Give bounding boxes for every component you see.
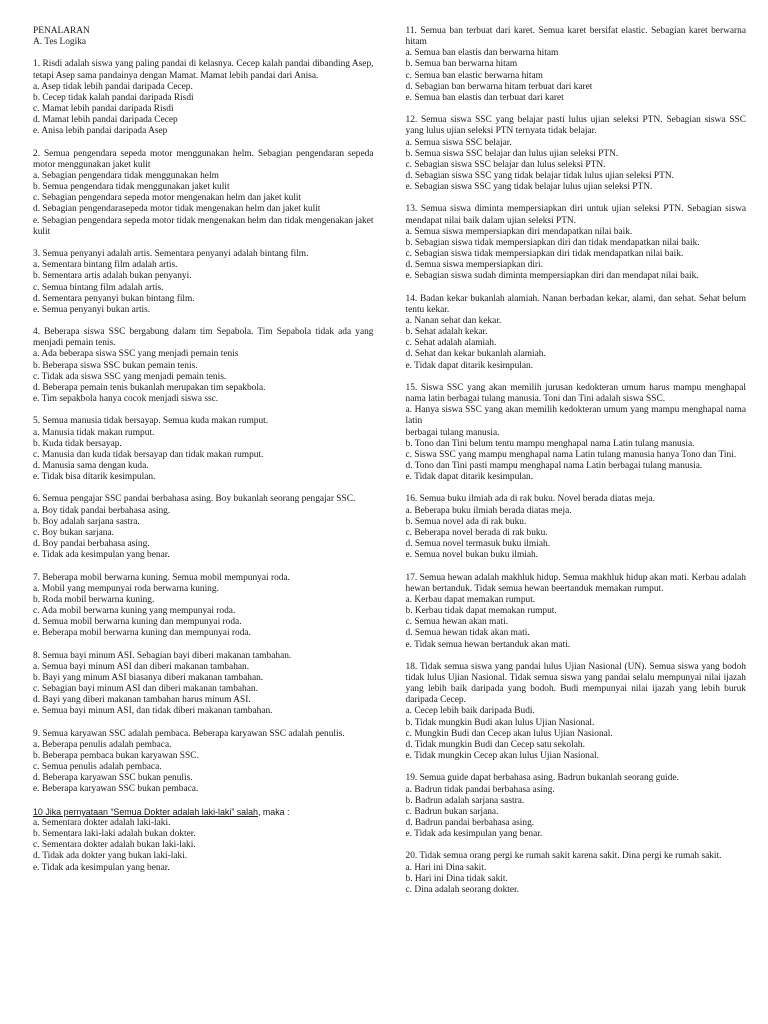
answer-option: c. Ada mobil berwarna kuning yang mempunyai roda. <box>33 606 236 617</box>
spacer <box>406 372 747 383</box>
answer-option: c. Mungkin Budi dan Cecep akan lulus Ujian Nasional. <box>405 728 613 739</box>
answer-option: e. Tidak ada kesimpulan yang benar. <box>33 862 170 873</box>
answer-option: e. Anisa lebih pandai daripada Asep <box>33 126 168 137</box>
answer-option: a. Manusia tidak makan rumput. <box>33 427 155 438</box>
answer-option: b. Semua siswa SSC belajar dan lulus ujian seleksi PTN. <box>405 148 619 159</box>
document-title: PENALARAN <box>33 26 90 36</box>
spacer <box>406 840 747 851</box>
answer-option: d. Beberapa pemain tenis bukanlah merupakan tim sepakbola. <box>33 382 266 393</box>
answer-option: a. Nanan sehat dan kekar. <box>405 316 502 327</box>
answer-option: e. Tidak ada kesimpulan yang benar. <box>33 550 170 561</box>
spacer <box>33 718 374 729</box>
answer-option: b. Kerbau tidak dapat memakan rumput. <box>405 606 557 617</box>
spacer <box>33 138 374 149</box>
answer-option: a. Semua siswa mempersiapkan diri mendapatkan nilai baik. <box>405 226 633 237</box>
answer-option: a. Ada beberapa siswa SSC yang menjadi pemain tenis <box>33 349 239 360</box>
question-block <box>33 416 374 494</box>
spacer <box>406 651 747 662</box>
answer-option: e. Tidak semua hewan bertanduk akan mati. <box>405 639 571 650</box>
answer-option: e. Semua penyanyi bukan artis. <box>33 304 151 315</box>
spacer <box>33 48 374 59</box>
answer-option: d. Semua mobil berwarna kuning dan mempunyai roda. <box>33 617 242 628</box>
answer-option: e. Beberapa mobil berwarna kuning dan mempunyai roda. <box>33 628 251 639</box>
answer-option: b. Roda mobil berwarna kuning. <box>33 594 155 605</box>
question-stem: 2. Semua pengendara sepeda motor menggunakan helm. Sebagian pengendaran sepeda motor menggunakan jaket kulit <box>33 148 374 170</box>
spacer <box>33 561 374 572</box>
question-stem: 13. Semua siswa diminta mempersiapkan diri untuk ujian seleksi PTN. Sebagian siswa mendapat nilai baik dalam ujian seleksi PTN. <box>405 204 746 226</box>
question-stem: 11. Semua ban terbuat dari karet. Semua karet bersifat elastic. Sebagian karet berwarna hitam <box>405 26 746 48</box>
question-block <box>33 249 374 327</box>
question-block <box>406 204 747 293</box>
answer-option: a. Hari ini Dina sakit. <box>405 862 487 873</box>
answer-option: e. Semua novel bukan buku ilmiah. <box>405 550 539 561</box>
spacer <box>33 639 374 650</box>
answer-option: d. Badrun pandai berbahasa asing. <box>405 817 535 828</box>
answer-option: a. Mobil yang mempunyai roda berwarna kuning. <box>33 583 219 594</box>
answer-option: e. Sebagian pengendara sepeda motor tidak mengenakan helm dan tidak mengenakan jaket kulit <box>33 215 374 237</box>
answer-option: a. Sementara dokter adalah laki-laki. <box>33 817 171 828</box>
answer-option: a. Kerbau dapat memakan rumput. <box>405 594 536 605</box>
answer-option: d. Semua hewan tidak akan mati. <box>405 628 530 639</box>
answer-option: d. Beberapa karyawan SSC bukan penulis. <box>33 773 193 784</box>
answer-option: b. Sementara laki-laki adalah bukan dokter. <box>33 829 196 840</box>
spacer <box>406 193 747 204</box>
spacer <box>33 405 374 416</box>
answer-option: d. Sebagian siswa SSC yang tidak belajar tidak lulus ujian seleksi PTN. <box>405 171 674 182</box>
answer-option: e. Tidak ada kesimpulan yang benar. <box>405 829 543 840</box>
answer-option: c. Manusia dan kuda tidak bersayap dan tidak makan rumput. <box>33 449 264 460</box>
answer-option: b. Beberapa pembaca bukan karyawan SSC. <box>33 751 199 762</box>
question-block <box>406 573 747 662</box>
answer-option: e. Semua ban elastis dan terbuat dari karet <box>405 92 564 103</box>
question-stem <box>33 807 374 818</box>
answer-option: a. Sebagian pengendara tidak menggunakan helm <box>33 171 219 181</box>
answer-option: c. Badrun bukan sarjana. <box>405 806 499 817</box>
answer-option: a. Asep tidak lebih pandai daripada Cecep. <box>33 81 193 92</box>
question-10 <box>33 807 374 874</box>
question-stem: 9. Semua karyawan SSC adalah pembaca. Beberapa karyawan SSC adalah penulis. <box>33 728 345 739</box>
spacer <box>406 762 747 773</box>
answer-option: d. Sehat dan kekar bukanlah alamiah. <box>405 349 546 360</box>
answer-option: d. Manusia sama dengan kuda. <box>33 461 149 472</box>
answer-option: d. Semua novel termasuk buku ilmiah. <box>405 539 551 550</box>
answer-option: c. Semua bintang film adalah artis. <box>33 282 164 293</box>
answer-option: b. Sehat adalah kekar. <box>405 327 488 338</box>
question-stem: 1. Risdi adalah siswa yang paling pandai di kelasnya. Cecep kalah pandai dibanding Asep, tetapi Asep sama pandainya dengan Mamat. Mamat lebih pandai dari Anisa. <box>33 59 374 81</box>
answer-option: e. Tidak dapat ditarik kesimpulan. <box>405 360 534 371</box>
answer-option: d. Tidak ada dokter yang bukan laki-laki. <box>33 851 188 862</box>
answer-option: e. Tidak bisa ditarik kesimpulan. <box>33 472 156 483</box>
answer-option: c. Mamat lebih pandai daripada Risdi <box>33 104 174 115</box>
question-stem: 5. Semua manusia tidak bersayap. Semua kuda makan rumput. <box>33 416 269 427</box>
question-stem-underlined: 10 Jika pernyataan “Semua Dokter adalah laki-laki” salah <box>33 806 258 817</box>
spacer <box>33 316 374 327</box>
question-stem: 4. Beberapa siswa SSC bergabung dalam tim Sepabola. Tim Sepabola tidak ada yang menjadi pemain tenis. <box>33 327 374 349</box>
right-question-list <box>406 26 747 907</box>
spacer <box>406 283 747 294</box>
question-stem: 20. Tidak semua orang pergi ke rumah sakit karena sakit. Dina pergi ke rumah sakit. <box>405 851 722 862</box>
spacer <box>406 104 747 115</box>
question-block <box>406 383 747 495</box>
answer-option: d. Sebagian pengendarasepeda motor tidak mengenakan helm dan jaket kulit <box>33 204 321 215</box>
question-stem: 19. Semua guide dapat berbahasa asing. Badrun bukanlah seorang guide. <box>405 773 679 784</box>
answer-option: c. Siswa SSC yang mampu menghapal nama Latin tulang manusia hanya Tono dan Tini. <box>405 449 737 460</box>
answer-option: c. Semua ban elastic berwarna hitam <box>405 70 543 81</box>
answer-option: a. Badrun tidak pandai berbahasa asing. <box>405 784 555 795</box>
answer-option: c. Beberapa novel berada di rak buku. <box>405 527 548 538</box>
question-stem: 16. Semua buku ilmiah ada di rak buku. Novel berada diatas meja. <box>405 494 655 505</box>
answer-option: b. Semua ban berwarna hitam <box>405 59 518 70</box>
spacer <box>406 896 747 907</box>
answer-option: b. Semua novel ada di rak buku. <box>405 516 527 527</box>
answer-option: b. Sementara artis adalah bukan penyanyi. <box>33 271 192 282</box>
answer-option: b. Bayi yang minum ASI biasanya diberi makanan tambahan. <box>33 672 264 683</box>
answer-option: d. Sebagian ban berwarna hitam terbuat dari karet <box>405 81 593 92</box>
right-column <box>406 26 747 1024</box>
answer-option: c. Semua penulis adalah pembaca. <box>33 762 162 773</box>
question-block <box>33 729 374 807</box>
answer-option: a. Beberapa buku ilmiah berada diatas meja. <box>405 505 572 516</box>
answer-option: d. Boy pandai berbahasa asing. <box>33 539 150 550</box>
question-stem: 14. Badan kekar bukanlah alamiah. Nanan berbadan kekar, alami, dan sehat. Sehat belum tentu kekar. <box>405 293 746 315</box>
question-stem: 6. Semua pengajar SSC pandai berbahasa asing. Boy bukanlah seorang pengajar SSC. <box>33 494 356 505</box>
answer-option: e. Sebagian siswa SSC yang tidak belajar lulus ujian seleksi PTN. <box>405 182 653 193</box>
answer-option: berbagai tulang manusia. <box>405 427 500 438</box>
answer-option: d. Bayi yang diberi makanan tambahan harus minum ASI. <box>33 695 251 706</box>
question-block <box>33 59 374 148</box>
answer-option: b. Sebagian siswa tidak mempersiapkan diri dan tidak mendapatkan nilai baik. <box>405 237 700 248</box>
spacer <box>33 238 374 249</box>
answer-option: d. Sementara penyanyi bukan bintang film. <box>33 293 195 304</box>
answer-option: c. Sebagian pengendara sepeda motor mengenakan helm dan jaket kulit <box>33 193 302 204</box>
answer-option: c. Sebagian siswa tidak mempersiapkan diri tidak mendapatkan nilai baik. <box>405 249 684 260</box>
answer-option: c. Sebagian siswa SSC belajar dan lulus seleksi PTN. <box>405 159 606 170</box>
question-block <box>33 573 374 651</box>
answer-option: a. Semua ban elastis dan berwarna hitam <box>405 48 559 59</box>
question-block <box>406 494 747 572</box>
section-heading: A. Tes Logika <box>33 37 87 48</box>
question-stem-suffix: , maka : <box>257 806 290 817</box>
answer-option: d. Tono dan Tini pasti mampu menghapal nama Latin berbagai tulang manusia. <box>405 461 703 472</box>
answer-option: c. Semua hewan akan mati. <box>405 617 509 628</box>
answer-option: b. Hari ini Dina tidak sakit. <box>405 873 508 884</box>
answer-option: e. Beberapa karyawan SSC bukan pembaca. <box>33 784 199 795</box>
answer-option: d. Semua siswa mempersiapkan diri. <box>405 260 543 271</box>
answer-option: e. Sebagian siswa sudah diminta mempersiapkan diri dan mendapat nilai baik. <box>405 271 699 282</box>
answer-option: a. Sementara bintang film adalah artis. <box>33 260 178 271</box>
answer-option: b. Badrun adalah sarjana sastra. <box>405 795 525 806</box>
answer-option: b. Beberapa siswa SSC bukan pemain tenis. <box>33 360 198 371</box>
question-block <box>406 294 747 383</box>
answer-option: b. Boy adalah sarjana sastra. <box>33 516 140 527</box>
question-block <box>33 149 374 249</box>
question-block <box>406 773 747 851</box>
answer-option: d. Mamat lebih pandai daripada Cecep <box>33 115 178 126</box>
question-stem: 8. Semua bayi minum ASI. Sebagian bayi diberi makanan tambahan. <box>33 650 292 661</box>
answer-option: a. Beberapa penulis adalah pembaca. <box>33 739 172 750</box>
question-block <box>406 662 747 774</box>
spacer <box>406 483 747 494</box>
answer-option: e. Tidak mungkin Cecep akan lulus Ujian Nasional. <box>405 751 599 762</box>
question-block <box>33 494 374 572</box>
answer-option: e. Semua bayi minum ASI, dan tidak diberi makanan tambahan. <box>33 706 273 717</box>
question-stem: 12. Semua siswa SSC yang belajar pasti lulus ujian seleksi PTN. Sebagian siswa SSC yang lulus ujian seleksi PTN ternyata tidak belajar. <box>405 115 746 137</box>
left-column <box>33 26 374 1024</box>
answer-option: a. Boy tidak pandai berbahasa asing. <box>33 505 171 516</box>
question-block <box>406 851 747 907</box>
left-question-list <box>33 59 374 806</box>
answer-option: b. Semua pengendara tidak menggunakan jaket kulit <box>33 182 230 193</box>
answer-option: c. Dina adalah seorang dokter. <box>405 884 519 895</box>
answer-option: e. Tim sepakbola hanya cocok menjadi siswa ssc. <box>33 394 219 405</box>
answer-option: a. Hanya siswa SSC yang akan memilih kedokteran umum yang mampu menghapal nama latin <box>405 405 746 427</box>
answer-option: a. Cecep lebih baik daripada Budi. <box>405 706 535 717</box>
answer-option: c. Tidak ada siswa SSC yang menjadi pemain tenis. <box>33 371 227 382</box>
answer-option: b. Cecep tidak kalah pandai daripada Risdi <box>33 92 194 103</box>
question-stem: 15. Siswa SSC yang akan memilih jurusan kedokteran umum harus mampu menghapal nama latin berbagai tulang manusia. Toni dan Tini adalah siswa SSC. <box>405 382 746 405</box>
question-stem: 7. Beberapa mobil berwarna kuning. Semua mobil mempunyai roda. <box>33 572 290 583</box>
question-block <box>33 327 374 416</box>
answer-option: b. Tono dan Tini belum tentu mampu menghapal nama Latin tulang manusia. <box>405 438 695 449</box>
answer-option: a. Semua bayi minum ASI dan diberi makanan tambahan. <box>33 661 250 672</box>
question-stem: 3. Semua penyanyi adalah artis. Sementara penyanyi adalah bintang film. <box>33 249 309 260</box>
answer-option: c. Sementara dokter adalah bukan laki-laki. <box>33 840 196 851</box>
answer-option: b. Tidak mungkin Budi akan lulus Ujian Nasional. <box>405 717 595 728</box>
spacer <box>33 796 374 807</box>
answer-option: c. Sehat adalah alamiah. <box>405 338 497 349</box>
question-block <box>406 115 747 204</box>
question-block <box>33 651 374 729</box>
answer-option: b. Kuda tidak bersayap. <box>33 438 122 449</box>
question-stem: 18. Tidak semua siswa yang pandai lulus Ujian Nasional (UN). Semua siswa yang bodoh tidak lulus Ujian Nasional. Tidak semua siswa yang pandai selalu mempunyai nilai ijazah yang lebih baik daripada yang bodoh. Budi mempunyai nilai ijazah yang lebih buruk daripada Cecep. <box>405 661 746 706</box>
question-block <box>406 26 747 115</box>
answer-option: c. Boy bukan sarjana. <box>33 527 114 538</box>
spacer <box>406 561 747 572</box>
spacer <box>33 483 374 494</box>
answer-option: c. Sebagian bayi minum ASI dan diberi makanan tambahan. <box>33 684 258 695</box>
answer-option: d. Tidak mungkin Budi dan Cecep satu sekolah. <box>405 739 585 750</box>
question-stem: 17. Semua hewan adalah makhluk hidup. Semua makhluk hidup akan mati. Kerbau adalah hewan bertanduk. Tidak semua hewan beertanduk memakan rumput. <box>405 572 746 594</box>
answer-option: e. Tidak dapat ditarik kesimpulan. <box>405 472 534 483</box>
answer-option: a. Semua siswa SSC belajar. <box>405 137 512 148</box>
